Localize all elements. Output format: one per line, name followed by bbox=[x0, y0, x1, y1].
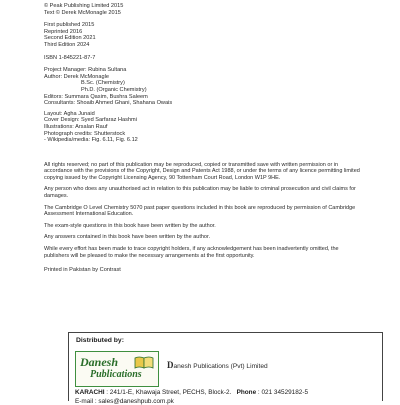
copyright-holders-paragraph: While every effort has been made to trace copyright holders, if any acknowledgement has been inadvertently omitted, the publishers will be pleased to make the necessary arrangements at the first opportunity. bbox=[44, 246, 339, 259]
reprinted: Reprinted 2016 bbox=[44, 28, 83, 35]
address-line bbox=[75, 389, 308, 396]
consultants: Consultants: Shoaib Ahmed Ghani, Shahana Owais bbox=[44, 100, 173, 107]
rights-paragraph: All rights reserved; no part of this publication may be reproduced, copied or transmitted save with written permission or in accordance with the provisions of the Copyright, Design and Patents Act 1988, or under the terms of any licence permitting limited copying issued by the Copyright Licensing Agency, 90 Tottenham Court Road, London W1P 9HE. bbox=[44, 161, 360, 181]
wikipedia-credits: - Wikipedia/media: Fig. 6.11, Fig. 6.12 bbox=[44, 137, 138, 144]
email-line: E-mail : sales@daneshpub.com.pk bbox=[75, 398, 174, 405]
distributor-heading: Distributed by: bbox=[76, 337, 124, 344]
phone-number: : 021 34529182-5 bbox=[257, 389, 309, 396]
layout-credit: Layout: Agha Junaid bbox=[44, 110, 95, 117]
cover-design-credit: Cover Design: Syed Sarfaraz Hashmi bbox=[44, 117, 137, 124]
answers-paragraph: Any answers contained in this book have been written by the author. bbox=[44, 234, 211, 241]
author: Author: Derek McMonagle bbox=[44, 73, 109, 80]
printed-in: Printed in Pakistan by Contrast bbox=[44, 267, 121, 274]
publisher-name bbox=[167, 360, 268, 370]
logo-word-danesh: Danesh bbox=[80, 355, 119, 369]
second-edition: Second Edition 2021 bbox=[44, 35, 96, 42]
danesh-logo bbox=[75, 351, 159, 387]
phone-label: Phone bbox=[236, 389, 257, 396]
copyright-line: © Peak Publishing Limited 2015 bbox=[44, 3, 124, 9]
first-published: First published 2015 bbox=[44, 22, 95, 29]
address-text: : 241/1-E, Khawaja Street, PECHS, Block-2. bbox=[106, 389, 232, 396]
author-degree-bsc: B.Sc. (Chemistry) bbox=[81, 80, 125, 87]
unauthorised-act-paragraph: Any person who does any unauthorised act in relation to this publication may be liable to criminal prosecution and civil claims for damages. bbox=[44, 186, 356, 200]
copyright-text-line: Text © Derek McMonagle 2015 bbox=[44, 9, 121, 16]
address-city: KARACHI bbox=[75, 389, 105, 396]
logo-word-publications: Publications bbox=[90, 369, 142, 380]
project-manager: Project Manager: Rubina Sultana bbox=[44, 67, 127, 74]
publisher-initial: D bbox=[167, 360, 174, 370]
book-icon bbox=[134, 355, 154, 369]
author-degree-phd: Ph.D. (Organic Chemistry) bbox=[81, 86, 147, 93]
exam-style-paragraph: The exam-style questions in this book have been written by the author. bbox=[44, 222, 216, 229]
cambridge-paragraph: The Cambridge O Level Chemistry 5070 past paper questions included in this book are reproduced by permission of Cambridge Assessment International Education. bbox=[44, 204, 356, 218]
publisher-name-rest: anesh Publications (Pvt) Limited bbox=[173, 363, 268, 370]
third-edition: Third Edition 2024 bbox=[44, 41, 90, 48]
copyright-page bbox=[44, 0, 380, 274]
illustrations-credit: Illustrations: Arsalan Rauf bbox=[44, 123, 108, 130]
photograph-credits: Photograph credits: Shutterstock bbox=[44, 130, 126, 137]
editors: Editors: Summara Qasim, Bushra Saleem bbox=[44, 93, 148, 100]
isbn: ISBN 1-845221-87-7 bbox=[44, 54, 96, 61]
distributor-box bbox=[68, 332, 383, 405]
